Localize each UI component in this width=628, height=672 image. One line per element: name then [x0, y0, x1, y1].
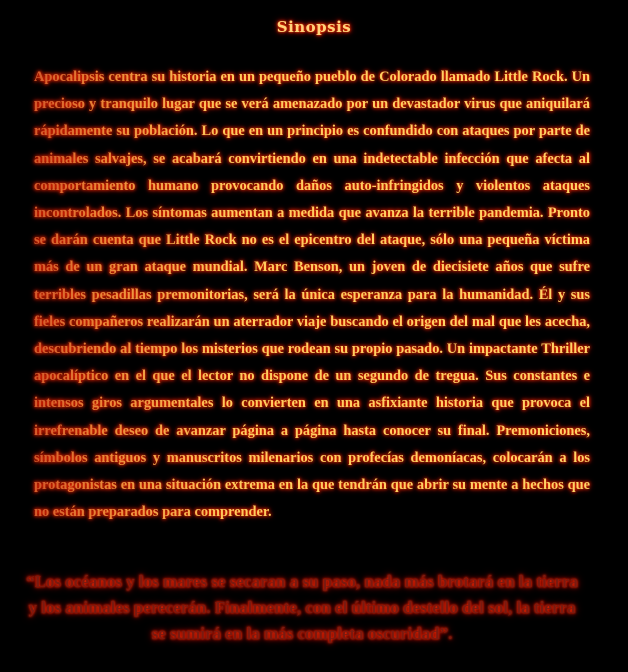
prophecy-quote: “Los océanos y los mares se secaran a su paso, nada más brotará en la tierra y los animales perecerán. Finalmente, con el último destello del sol, la tierra se sumirá en la más completa oscuridad”. [26, 572, 578, 643]
synopsis-text: Apocalipsis centra su historia en un pequeño pueblo de Colorado llamado Little Rock. Un precioso y tranquilo lugar que se verá amenazado por un devastador virus que aniquilará rápidamente su población. Lo que en un principio es confundido con ataques por parte de animales salvajes, se acabará convirtiendo en una indetectable infección que afecta al comportamiento humano provocando daños auto-infringidos y violentos ataques incontrolados. Los síntomas aumentan a medida que avanza la terrible pandemia. Pronto se darán cuenta que Little Rock no es el epicentro del ataque, sólo una pequeña víctima más de un gran ataque mundial. Marc Benson, un joven de diecisiete años que sufre terribles pesadillas premonitorias, será la única esperanza para la humanidad. Él y sus fieles compañeros realizarán un aterrador viaje buscando el origen del mal que les acecha, descubriendo al tiempo los misterios que rodean su propio pasado. Un impactante Thriller apocalíptico en el que el lector no dispone de un segundo de tregua. Sus constantes e intensos giros argumentales lo convierten en una asfixiante historia que provoca el irrefrenable deseo de avanzar página a página hasta conocer su final. Premoniciones, símbolos antiguos y manuscritos milenarios con profecías demoníacas, colocarán a los protagonistas en una situación extrema en la que tendrán que abrir su mente a hechos que no están preparados para comprender. [34, 64, 590, 526]
page-title: Sinopsis [276, 18, 352, 36]
